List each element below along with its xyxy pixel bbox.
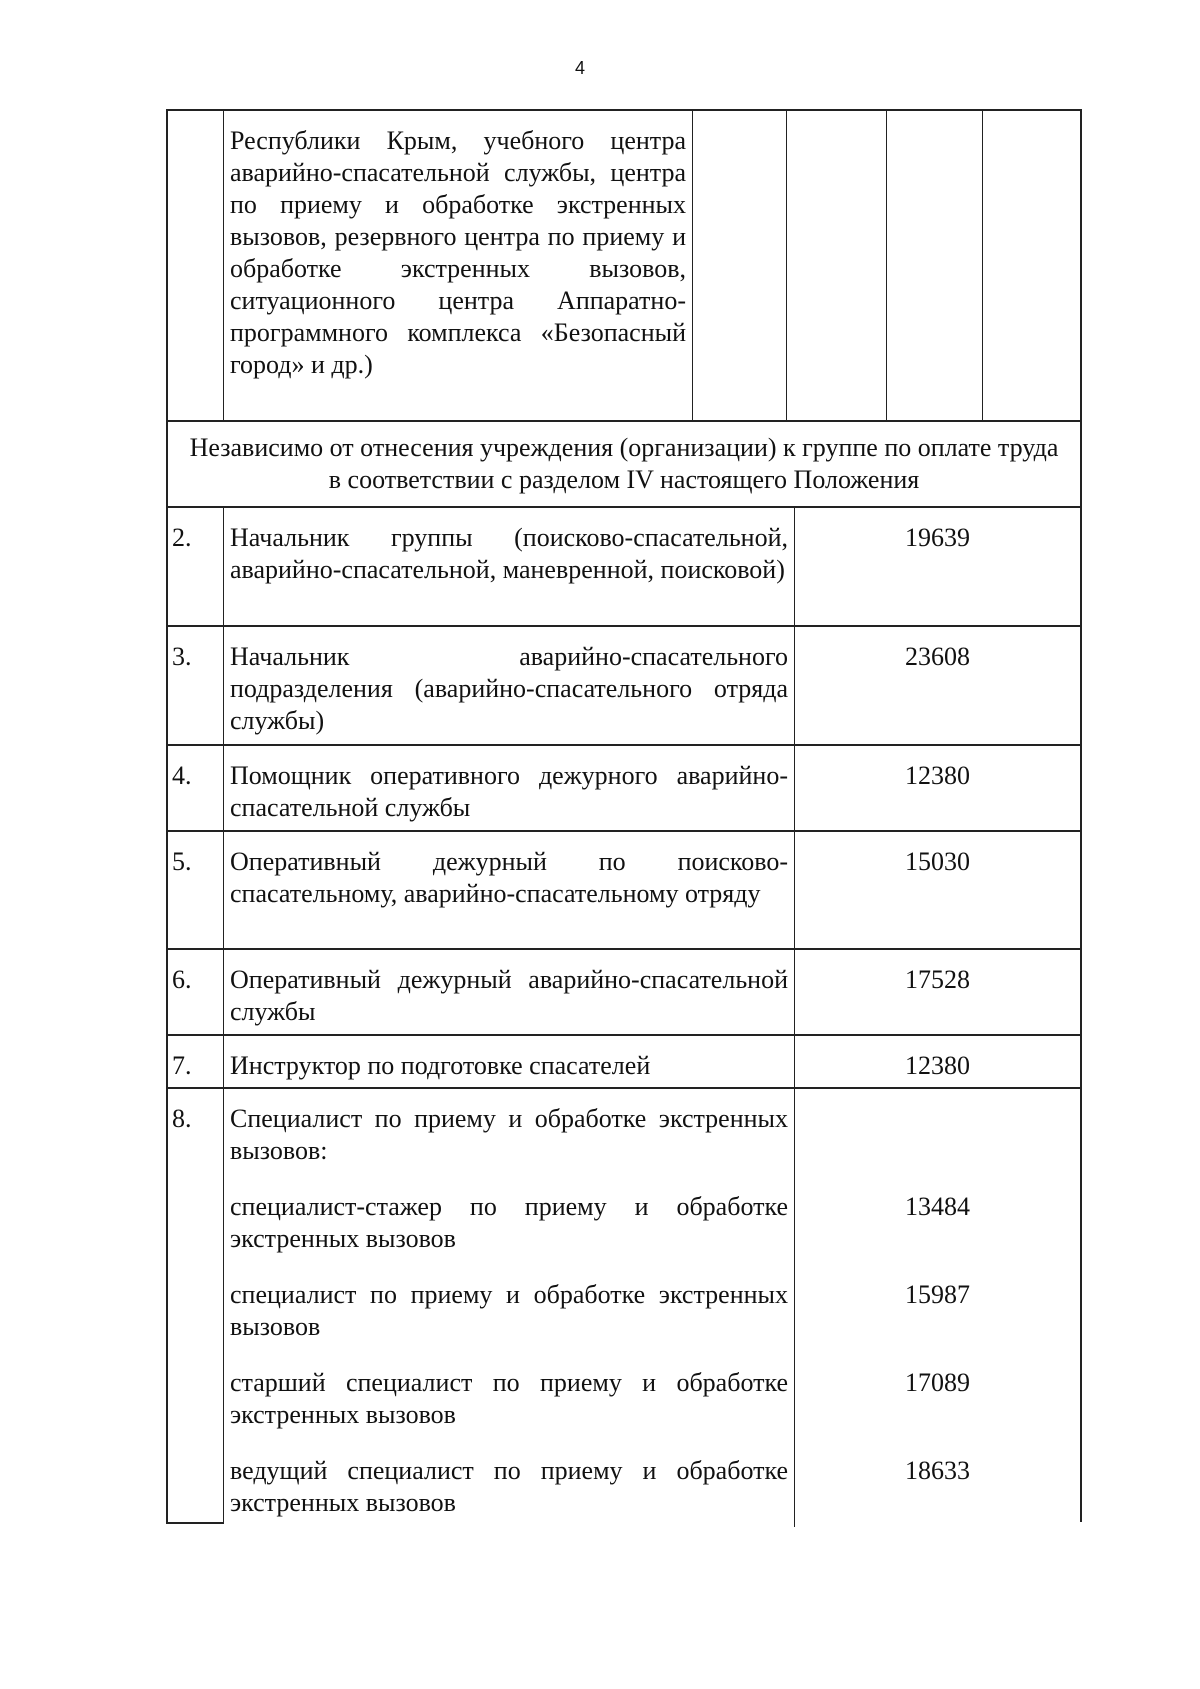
- salary-value: 17528: [794, 950, 1080, 1034]
- row-number-cell: [168, 111, 224, 420]
- row-number: 5.: [168, 832, 224, 948]
- table-row: [166, 832, 1082, 950]
- salary-value: 13484: [794, 1175, 1080, 1263]
- table-row: [166, 1036, 1082, 1089]
- empty-cell: [692, 111, 786, 420]
- salary-value: 15030: [794, 832, 1080, 948]
- row-number: 8.: [168, 1089, 224, 1522]
- list-item: [224, 1263, 1080, 1351]
- list-item: [224, 1439, 1080, 1527]
- page-number: 4: [574, 58, 585, 78]
- salary-value: 15987: [794, 1263, 1080, 1351]
- salary-table: [166, 109, 1082, 1522]
- position-name: Начальник группы (поисково-спасательной, аварийно-спасательной, маневренной, поисковой): [230, 523, 788, 584]
- row-8-heading: Специалист по приему и обработке экстренных вызовов:: [230, 1104, 788, 1165]
- row-number: 6.: [168, 950, 224, 1034]
- position-name: Помощник оперативного дежурного аварийно-спасательной службы: [230, 761, 788, 822]
- list-item: [224, 1351, 1080, 1439]
- salary-value-empty: [794, 1089, 1080, 1175]
- sub-position-name: старший специалист по приему и обработке экстренных вызовов: [230, 1368, 788, 1429]
- sub-position-name: специалист по приему и обработке экстренных вызовов: [230, 1280, 788, 1341]
- row-number: 3.: [168, 627, 224, 744]
- position-name: Инструктор по подготовке спасателей: [230, 1051, 651, 1080]
- salary-value: 12380: [794, 746, 1080, 830]
- position-name: Оперативный дежурный по поисково-спасательному, аварийно-спасательному отряду: [230, 847, 788, 908]
- row-number: 4.: [168, 746, 224, 830]
- list-item: [224, 1175, 1080, 1263]
- table-row: [166, 746, 1082, 832]
- table-row: [166, 508, 1082, 627]
- table-row: [166, 950, 1082, 1036]
- row-name-cell: Республики Крым, учебного центра аварийно-спасательной службы, центра по приему и обработке экстренных вызовов, резервного центра по приему и обработке экстренных вызовов, ситуационного центра Аппаратно-программного комплекса «Безопасный город» и др.): [230, 126, 686, 379]
- empty-cell: [786, 111, 886, 420]
- section-heading-row: [166, 422, 1082, 508]
- salary-value: 19639: [794, 508, 1080, 625]
- row-8-content: [224, 1089, 1080, 1522]
- salary-value: 17089: [794, 1351, 1080, 1439]
- empty-cell: [982, 111, 1078, 420]
- salary-value: 18633: [794, 1439, 1080, 1527]
- table-row-continued: [166, 109, 1082, 422]
- empty-cell: [886, 111, 982, 420]
- salary-value: 12380: [794, 1036, 1080, 1087]
- table-row-8: [166, 1089, 1082, 1522]
- row-number: 7.: [168, 1036, 224, 1087]
- position-name: Начальник аварийно-спасательного подразделения (аварийно-спасательного отряда службы): [230, 642, 788, 735]
- sub-position-name: специалист-стажер по приему и обработке экстренных вызовов: [230, 1192, 788, 1253]
- sub-position-name: ведущий специалист по приему и обработке экстренных вызовов: [230, 1456, 788, 1517]
- table-row: [166, 627, 1082, 746]
- section-heading: Независимо от отнесения учреждения (организации) к группе по оплате труда в соответствии с разделом IV настоящего Положения: [189, 433, 1059, 494]
- salary-value: 23608: [794, 627, 1080, 744]
- position-name: Оперативный дежурный аварийно-спасательной службы: [230, 965, 788, 1026]
- row-number: 2.: [168, 508, 224, 625]
- row-8-heading-row: [224, 1089, 1080, 1175]
